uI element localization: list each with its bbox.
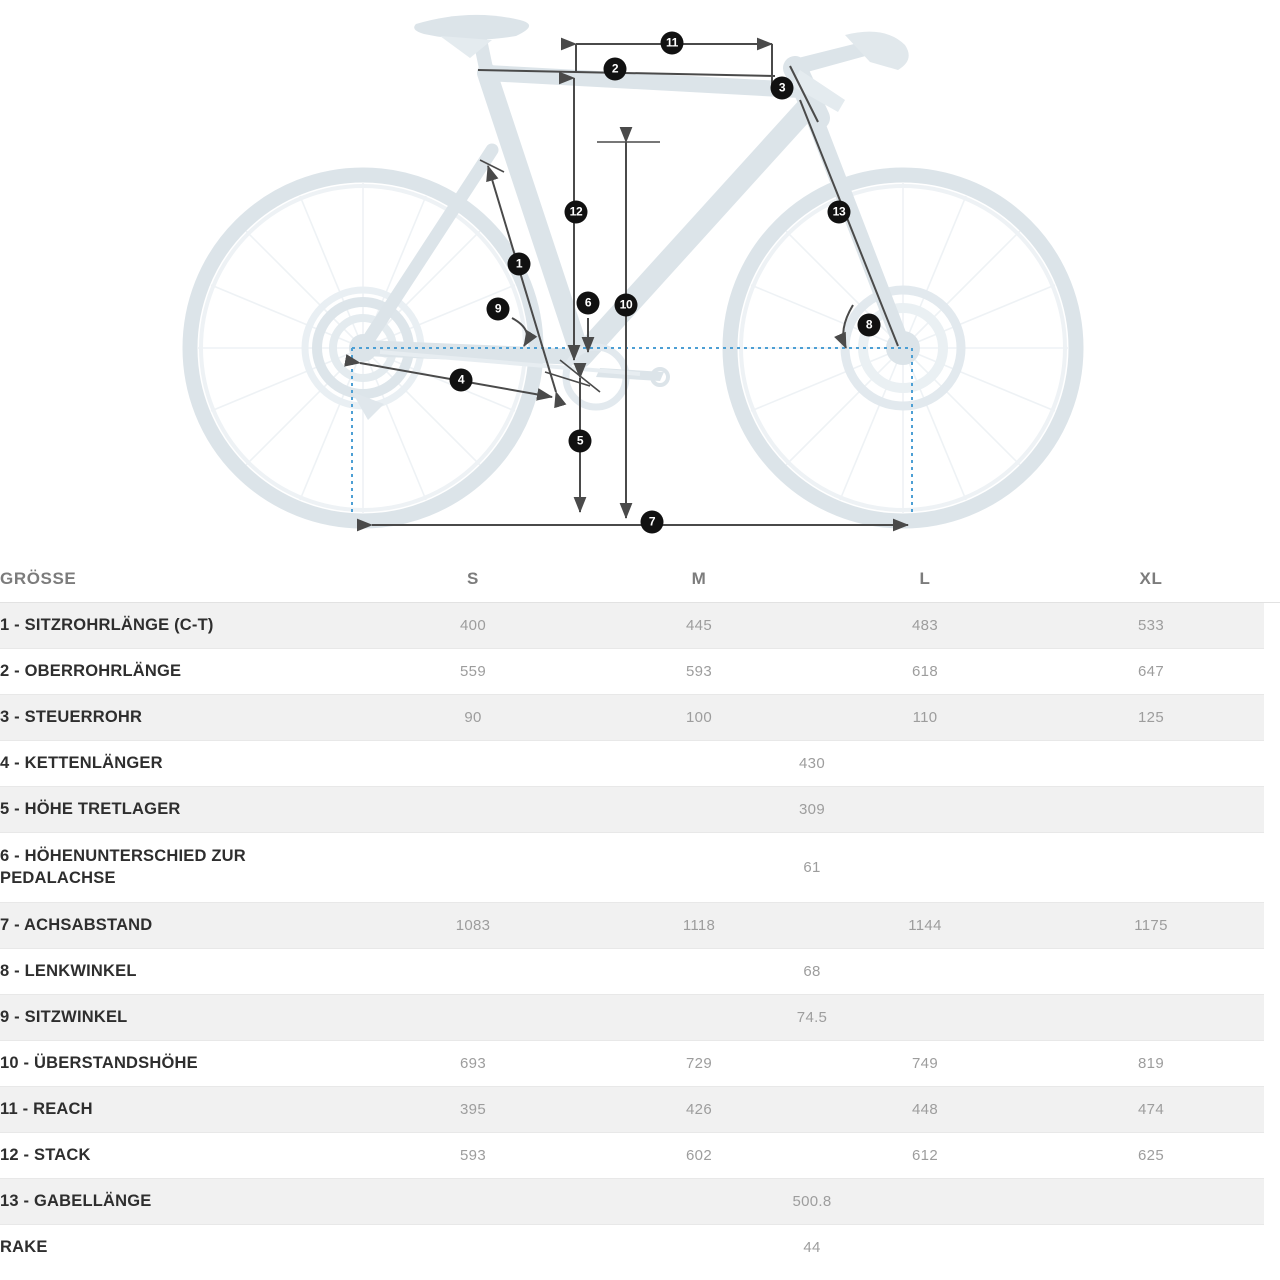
row-label: 1 - SITZROHRLÄNGE (C-T) xyxy=(0,603,360,649)
row-value-l: 618 xyxy=(812,649,1038,695)
row-value-m: 602 xyxy=(586,1133,812,1179)
row-label: 5 - HÖHE TRETLAGER xyxy=(0,787,360,833)
table-row xyxy=(0,1133,1280,1179)
row-value-s: 693 xyxy=(360,1041,586,1087)
table-row xyxy=(0,695,1280,741)
bike-illustration xyxy=(0,0,1280,556)
row-value-m: 445 xyxy=(586,603,812,649)
dimension-marker-11: 11 xyxy=(661,32,684,55)
table-row xyxy=(0,949,1280,995)
table-row xyxy=(0,603,1280,649)
row-label: 6 - HÖHENUNTERSCHIED ZUR PEDALACHSE xyxy=(0,833,360,903)
dimension-marker-9: 9 xyxy=(487,298,510,321)
dimension-marker-12: 12 xyxy=(565,201,588,224)
row-label: 9 - SITZWINKEL xyxy=(0,995,360,1041)
row-value-m: 100 xyxy=(586,695,812,741)
table-body xyxy=(0,603,1280,1271)
table-row xyxy=(0,1041,1280,1087)
row-label: 8 - LENKWINKEL xyxy=(0,949,360,995)
row-value-l: 110 xyxy=(812,695,1038,741)
row-pad xyxy=(1264,903,1280,949)
row-value-s: 1083 xyxy=(360,903,586,949)
header-size-l: L xyxy=(812,556,1038,603)
row-value-l: 448 xyxy=(812,1087,1038,1133)
dimension-marker-7: 7 xyxy=(641,511,664,534)
header-size-xl: XL xyxy=(1038,556,1264,603)
row-value-xl: 474 xyxy=(1038,1087,1264,1133)
table-row xyxy=(0,787,1280,833)
row-value-xl: 125 xyxy=(1038,695,1264,741)
table-row xyxy=(0,833,1280,903)
dimension-marker-10: 10 xyxy=(615,294,638,317)
row-pad xyxy=(1264,649,1280,695)
row-value-xl: 625 xyxy=(1038,1133,1264,1179)
table-row xyxy=(0,741,1280,787)
header-pad xyxy=(1264,556,1280,603)
row-label: 13 - GABELLÄNGE xyxy=(0,1179,360,1225)
header-row xyxy=(0,556,1280,603)
row-pad xyxy=(1264,995,1280,1041)
row-label: 2 - OBERROHRLÄNGE xyxy=(0,649,360,695)
row-pad xyxy=(1264,741,1280,787)
row-pad xyxy=(1264,833,1280,903)
row-value-all-sizes: 74.5 xyxy=(360,995,1264,1041)
row-value-s: 593 xyxy=(360,1133,586,1179)
dimension-marker-3: 3 xyxy=(771,77,794,100)
row-label: 12 - STACK xyxy=(0,1133,360,1179)
dimension-marker-8: 8 xyxy=(858,314,881,337)
row-value-m: 593 xyxy=(586,649,812,695)
row-value-all-sizes: 44 xyxy=(360,1225,1264,1271)
row-value-all-sizes: 430 xyxy=(360,741,1264,787)
table-row xyxy=(0,649,1280,695)
header-groesse: GRÖSSE xyxy=(0,556,360,603)
row-value-m: 729 xyxy=(586,1041,812,1087)
table-row xyxy=(0,1179,1280,1225)
dimension-marker-5: 5 xyxy=(569,430,592,453)
row-label: 10 - ÜBERSTANDSHÖHE xyxy=(0,1041,360,1087)
row-value-xl: 1175 xyxy=(1038,903,1264,949)
row-value-all-sizes: 68 xyxy=(360,949,1264,995)
row-pad xyxy=(1264,1041,1280,1087)
row-pad xyxy=(1264,1179,1280,1225)
row-value-m: 426 xyxy=(586,1087,812,1133)
row-value-m: 1118 xyxy=(586,903,812,949)
row-value-all-sizes: 61 xyxy=(360,833,1264,903)
row-pad xyxy=(1264,787,1280,833)
row-pad xyxy=(1264,603,1280,649)
row-value-s: 400 xyxy=(360,603,586,649)
header-size-s: S xyxy=(360,556,586,603)
row-label: 7 - ACHSABSTAND xyxy=(0,903,360,949)
row-label: 4 - KETTENLÄNGER xyxy=(0,741,360,787)
table-row xyxy=(0,1087,1280,1133)
row-pad xyxy=(1264,1087,1280,1133)
dimension-marker-6: 6 xyxy=(577,292,600,315)
row-pad xyxy=(1264,1225,1280,1271)
table-header xyxy=(0,556,1280,603)
row-value-l: 1144 xyxy=(812,903,1038,949)
row-value-all-sizes: 309 xyxy=(360,787,1264,833)
row-pad xyxy=(1264,949,1280,995)
bike-silhouette xyxy=(190,15,1076,521)
row-label: RAKE xyxy=(0,1225,360,1271)
dimension-marker-1: 1 xyxy=(508,253,531,276)
row-value-s: 90 xyxy=(360,695,586,741)
row-value-all-sizes: 500.8 xyxy=(360,1179,1264,1225)
row-value-s: 559 xyxy=(360,649,586,695)
geometry-table xyxy=(0,556,1280,1271)
table-row xyxy=(0,995,1280,1041)
row-value-xl: 533 xyxy=(1038,603,1264,649)
row-value-l: 749 xyxy=(812,1041,1038,1087)
row-pad xyxy=(1264,695,1280,741)
dimension-marker-4: 4 xyxy=(450,369,473,392)
header-size-m: M xyxy=(586,556,812,603)
row-value-xl: 819 xyxy=(1038,1041,1264,1087)
row-value-l: 483 xyxy=(812,603,1038,649)
dimension-marker-13: 13 xyxy=(828,201,851,224)
row-label: 11 - REACH xyxy=(0,1087,360,1133)
row-value-xl: 647 xyxy=(1038,649,1264,695)
bicycle-geometry-diagram xyxy=(0,0,1280,556)
table-row xyxy=(0,1225,1280,1271)
row-value-l: 612 xyxy=(812,1133,1038,1179)
row-value-s: 395 xyxy=(360,1087,586,1133)
row-label: 3 - STEUERROHR xyxy=(0,695,360,741)
table-row xyxy=(0,903,1280,949)
row-pad xyxy=(1264,1133,1280,1179)
dimension-marker-2: 2 xyxy=(604,58,627,81)
